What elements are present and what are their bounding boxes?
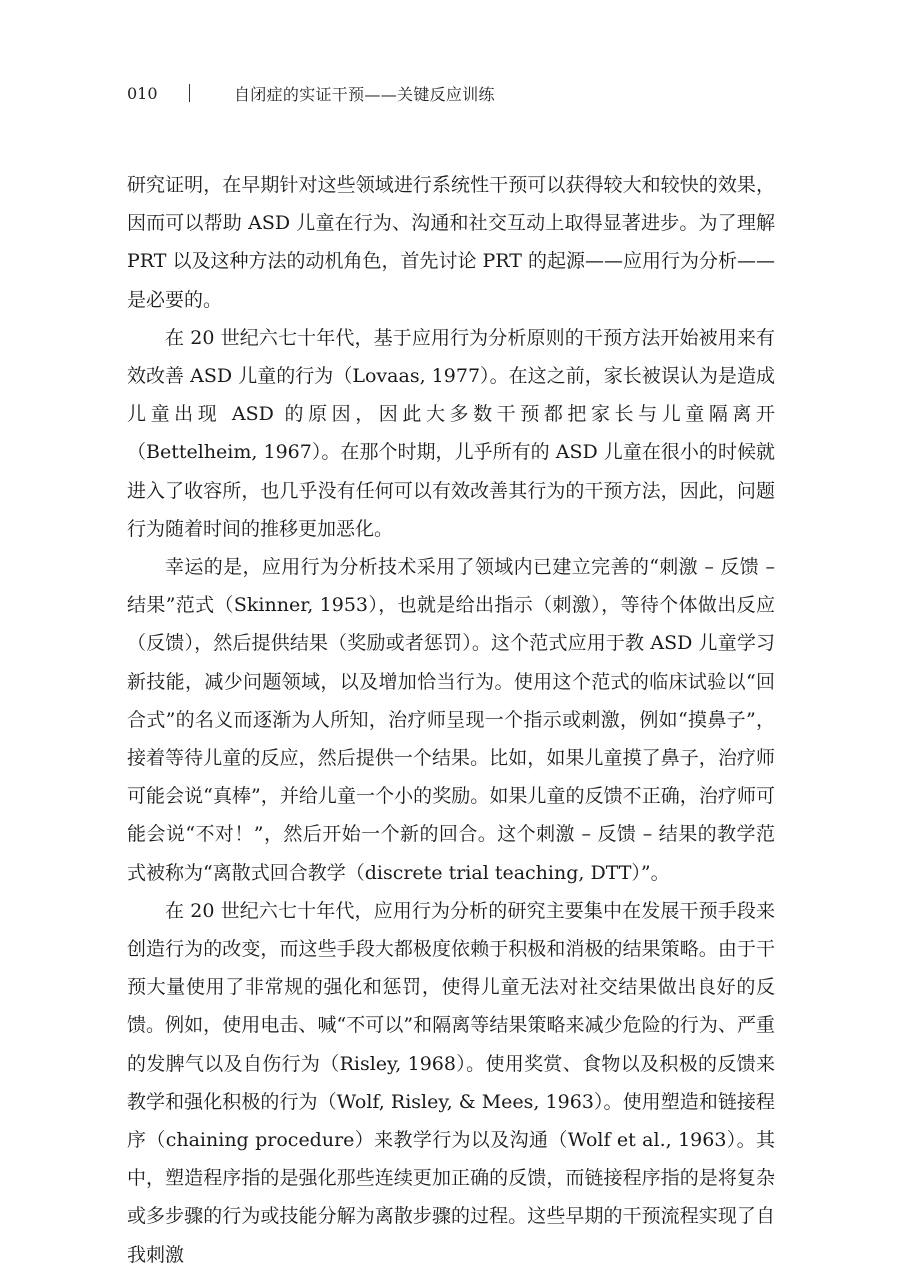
page-number: 010 (127, 83, 158, 103)
header-divider (189, 84, 190, 102)
paragraph: 在 20 世纪六七十年代，应用行为分析的研究主要集中在发展干预手段来创造行为的改变，而这些手段大都极度依赖于积极和消极的结果策略。由于干预大量使用了非常规的强化和惩罚，使得儿童无法对社交结果做出良好的反馈。例如，使用电击、喊“不可以”和隔离等结果策略来减少危险的行为、严重的发脾气以及自伤行为（Risley, 1968）。使用奖赏、食物以及积极的反馈来教学和强化积极的行为（Wolf, Risley, & Mees, 1963）。使用塑造和链接程序（chaining procedure）来教学行为以及沟通（Wolf et al., 1963）。其中，塑造程序指的是强化那些连续更加正确的反馈，而链接程序指的是将复杂或多步骤的行为或技能分解为离散步骤的过程。这些早期的干预流程实现了自我刺激 (127, 899, 775, 1266)
paragraph-continued: 研究证明，在早期针对这些领域进行系统性干预可以获得较大和较快的效果，因而可以帮助 ASD 儿童在行为、沟通和社交互动上取得显著进步。为了理解 PRT 以及这种方法的动机角色，首先讨论 PRT 的起源——应用行为分析——是必要的。 (127, 174, 775, 311)
body-text (127, 166, 775, 1274)
running-header (127, 80, 495, 106)
paragraph: 在 20 世纪六七十年代，基于应用行为分析原则的干预方法开始被用来有效改善 ASD 儿童的行为（Lovaas, 1977）。在这之前，家长被误认为是造成儿童出现 ASD 的原因，因此大多数干预都把家长与儿童隔离开（Bettelheim, 1967）。在那个时期，儿乎所有的 ASD 儿童在很小的时候就进入了收容所，也几乎没有任何可以有效改善其行为的干预方法，因此，问题行为随着时间的推移更加恶化。 (127, 326, 775, 540)
book-title: 自闭症的实证干预——关键反应训练 (234, 84, 495, 104)
paragraph: 幸运的是，应用行为分析技术采用了领域内已建立完善的“刺激 – 反馈 – 结果”范式（Skinner, 1953），也就是给出指示（刺激），等待个体做出反应（反馈），然后提供结果（奖励或者惩罚）。这个范式应用于教 ASD 儿童学习新技能，减少问题领域，以及增加恰当行为。使用这个范式的临床试验以“回合式”的名义而逐渐为人所知，治疗师呈现一个指示或刺激，例如“摸鼻子”，接着等待儿童的反应，然后提供一个结果。比如，如果儿童摸了鼻子，治疗师可能会说“真棒”，并给儿童一个小的奖励。如果儿童的反馈不正确，治疗师可能会说“不对！”，然后开始一个新的回合。这个刺激 – 反馈 – 结果的教学范式被称为“离散式回合教学（discrete trial teaching, DTT）”。 (127, 556, 775, 884)
